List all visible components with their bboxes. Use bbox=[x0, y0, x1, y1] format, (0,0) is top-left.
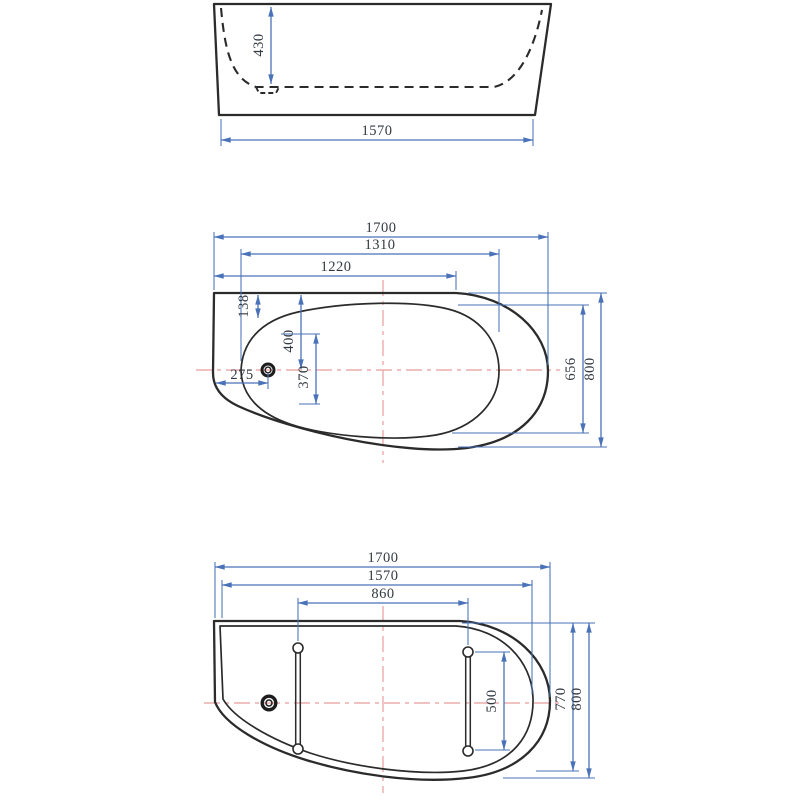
dim-b-base-length-label: 1570 bbox=[367, 568, 399, 584]
bottom-plan-view bbox=[204, 550, 595, 793]
tub-inner-profile-hidden bbox=[221, 8, 542, 87]
dim-b-width-label: 800 bbox=[569, 687, 585, 711]
dim-width-label: 800 bbox=[582, 357, 598, 381]
dim-inner-width-label: 770 bbox=[553, 687, 569, 711]
left-rail-hole-top bbox=[293, 643, 303, 653]
dim-basin-inner-label: 370 bbox=[296, 365, 312, 389]
dim-rim-inset-label: 138 bbox=[236, 294, 252, 318]
dim-drain-offset-x-label: 275 bbox=[230, 367, 254, 383]
right-rail-hole-top bbox=[463, 647, 473, 657]
dim-rail-holes-label: 500 bbox=[484, 689, 500, 713]
dim-rail-spacing-label: 860 bbox=[371, 586, 395, 602]
dim-basin-length-label: 1310 bbox=[364, 237, 396, 253]
dim-length-label: 1700 bbox=[365, 220, 397, 236]
right-rail-hole-bottom bbox=[463, 746, 473, 756]
dim-depth-label: 430 bbox=[251, 33, 267, 57]
top-plan-view bbox=[196, 220, 607, 463]
front-elevation-view bbox=[214, 4, 551, 146]
dim-basin-width-label: 656 bbox=[563, 357, 579, 381]
dim-base-width-label: 1570 bbox=[361, 123, 393, 139]
left-rail-hole-bottom bbox=[293, 744, 303, 754]
tub-outer-profile bbox=[214, 4, 551, 115]
dim-drain-offset-y-label: 400 bbox=[281, 329, 297, 353]
dim-straight-edge-label: 1220 bbox=[320, 259, 352, 275]
dim-b-length-label: 1700 bbox=[367, 550, 399, 566]
basin-outline bbox=[241, 303, 499, 438]
